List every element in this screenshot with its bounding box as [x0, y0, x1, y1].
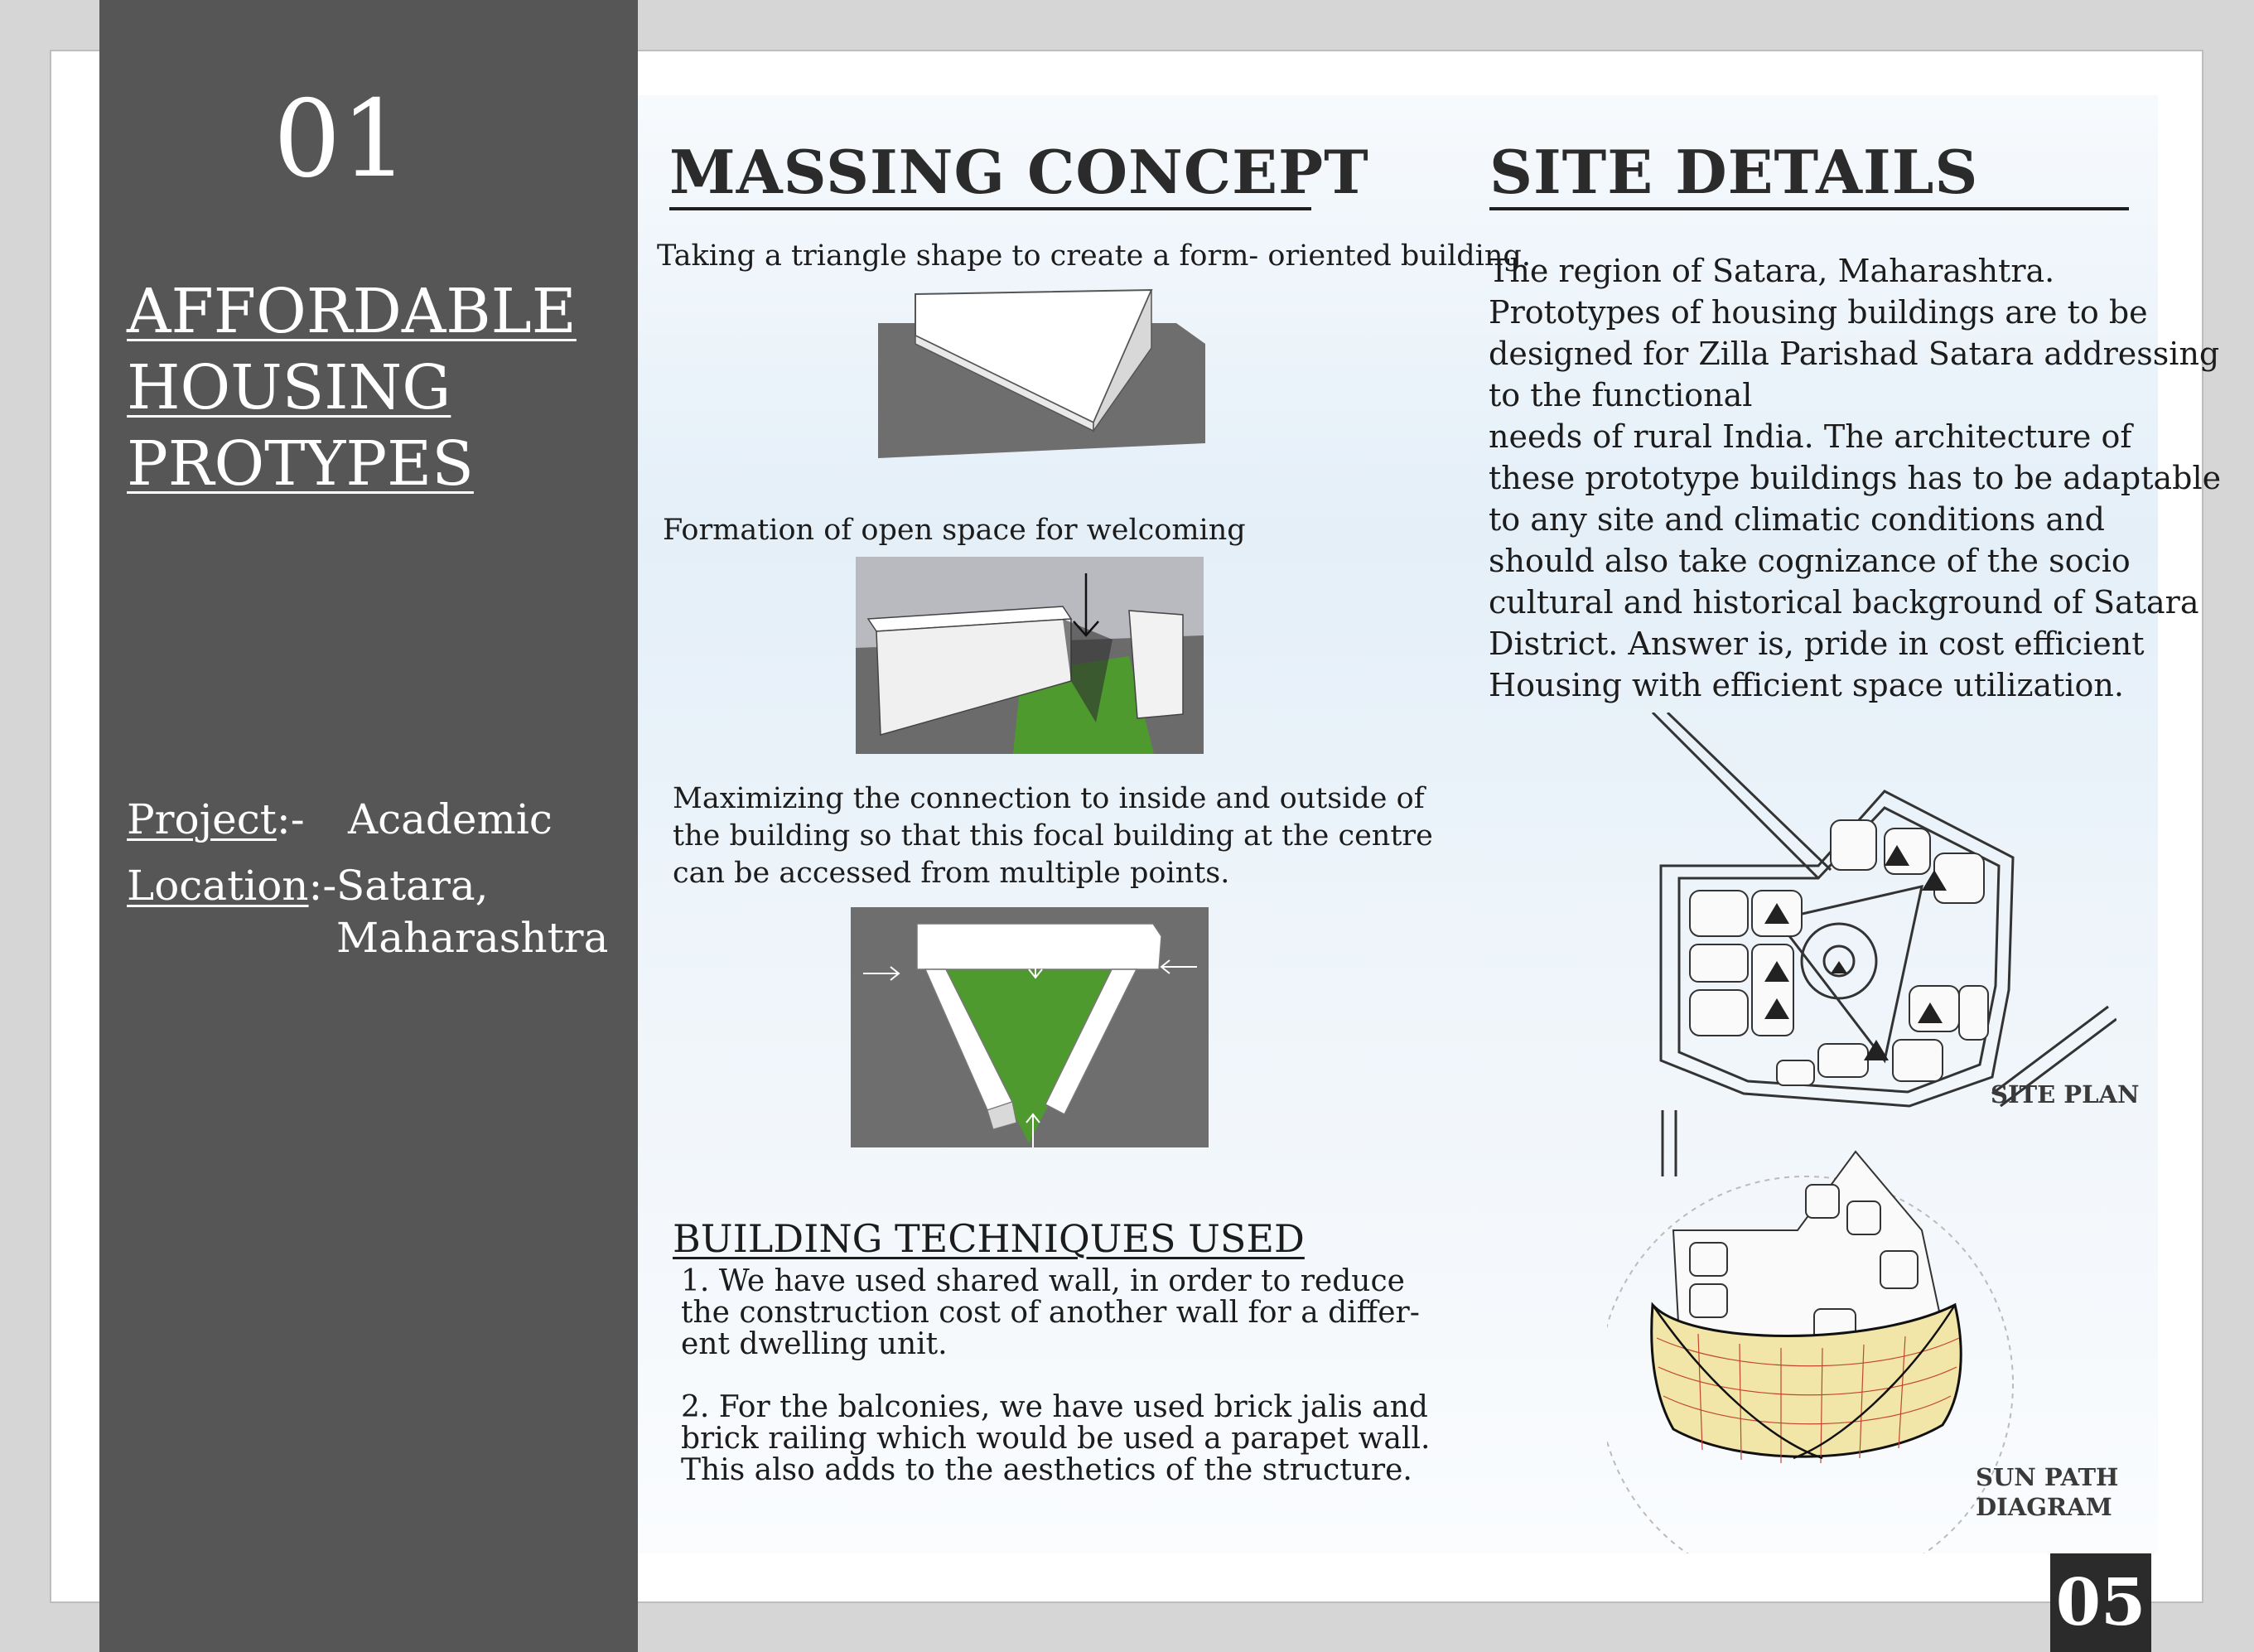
tower-block: [1129, 611, 1183, 718]
site-rule: [1489, 207, 2129, 210]
caption-3-line-3: can be accessed from multiple points.: [673, 857, 1230, 890]
location-value-2: Maharashtra: [336, 914, 609, 962]
connection-figure: [851, 907, 1209, 1147]
location-value-1: Satara,: [336, 862, 489, 910]
site-line-1: The region of Satara, Maharashtra.: [1489, 253, 2055, 289]
top-block: [917, 924, 1161, 969]
triangle-massing-figure: [878, 286, 1205, 458]
sun-path-label-line-2: DIAGRAM: [1976, 1493, 2112, 1521]
caption-3-line-1: Maximizing the connection to inside and outside of: [673, 782, 1425, 815]
massing-rule: [669, 207, 1311, 210]
sun-path-label-line-1: SUN PATH: [1976, 1463, 2119, 1491]
title-line-3: PROTYPES: [127, 428, 474, 500]
location-sep: :-: [308, 862, 337, 910]
site-line-4: to the functional: [1489, 377, 1753, 413]
techniques-line-2: the construction cost of another wall for a differ-: [681, 1296, 1420, 1330]
massing-caption-3: [673, 780, 1433, 892]
site-heading: SITE DETAILS: [1489, 137, 1979, 207]
project-title: [127, 273, 577, 502]
sheet-number: 01: [273, 78, 408, 201]
massing-caption-2: Formation of open space for welcoming: [663, 514, 1246, 547]
techniques-line-3: ent dwelling unit.: [681, 1327, 948, 1361]
site-line-7: to any site and climatic conditions and: [1489, 501, 2105, 538]
project-value: Academic: [348, 795, 553, 843]
techniques-line-6: brick railing which would be used a parapet wall.: [681, 1422, 1431, 1456]
techniques-line-1: 1. We have used shared wall, in order to reduce: [681, 1264, 1405, 1298]
title-line-1: AFFORDABLE: [127, 276, 577, 347]
sun-path-label: [1976, 1462, 2118, 1522]
site-line-10: District. Answer is, pride in cost efficient: [1489, 626, 2145, 662]
techniques-line-5: 2. For the balconies, we have used brick jalis and: [681, 1390, 1428, 1424]
project-row: [127, 795, 305, 843]
location-label: Location: [127, 862, 309, 910]
caption-3-line-2: the building so that this focal building at the centre: [673, 819, 1433, 853]
site-line-2: Prototypes of housing buildings are to be: [1489, 294, 2148, 331]
project-sep: :-: [276, 795, 305, 843]
site-line-9: cultural and historical background of Satara: [1489, 584, 2199, 621]
massing-heading: MASSING CONCEPT: [669, 137, 1369, 207]
techniques-line-4: [681, 1360, 1430, 1392]
techniques-text: [681, 1266, 1430, 1486]
massing-caption-1: Taking a triangle shape to create a form- oriented building.: [657, 239, 1531, 273]
site-line-8: should also take cognizance of the socio: [1489, 543, 2131, 579]
project-label: Project: [127, 795, 277, 843]
location-row: [127, 862, 336, 910]
site-line-3: designed for Zilla Parishad Satara addressing: [1489, 336, 2220, 372]
site-line-6: these prototype buildings has to be adaptable: [1489, 460, 2222, 496]
site-line-11: Housing with efficient space utilization.: [1489, 667, 2124, 703]
site-text: [1489, 250, 2221, 706]
site-building-clusters: [1690, 820, 1988, 1085]
site-line-5: needs of rural India. The architecture of: [1489, 418, 2132, 455]
page-number: 05: [2050, 1553, 2151, 1652]
open-space-figure: [856, 557, 1204, 754]
site-plan-label: SITE PLAN: [1991, 1080, 2140, 1109]
title-line-2: HOUSING: [127, 352, 451, 423]
techniques-line-7: This also adds to the aesthetics of the structure.: [681, 1453, 1412, 1487]
techniques-heading: BUILDING TECHNIQUES USED: [673, 1216, 1305, 1261]
